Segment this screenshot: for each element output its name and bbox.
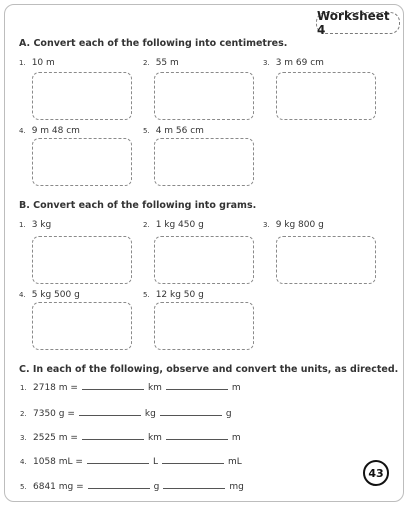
section-c-question-1: 1. 2718 m = km m — [20, 383, 241, 393]
worksheet-tag: Worksheet 4 — [316, 12, 400, 34]
page-number: 43 — [363, 460, 389, 486]
answer-box-b2[interactable] — [154, 236, 254, 284]
section-c-instruction: C. In each of the following, observe and convert the units, as directed. — [19, 364, 399, 375]
answer-box-a1[interactable] — [32, 72, 132, 120]
section-a-instruction: A. Convert each of the following into centimetres. — [19, 38, 288, 49]
answer-blank[interactable] — [87, 462, 149, 464]
answer-blank[interactable] — [162, 462, 224, 464]
section-b-question-1: 1. 3 kg — [19, 220, 52, 230]
answer-box-a3[interactable] — [276, 72, 376, 120]
answer-box-a2[interactable] — [154, 72, 254, 120]
section-a-question-3: 3. 3 m 69 cm — [263, 58, 324, 68]
section-a-question-5: 5. 4 m 56 cm — [143, 126, 204, 136]
section-b-question-2: 2. 1 kg 450 g — [143, 220, 204, 230]
section-b-question-5: 5. 12 kg 50 g — [143, 290, 204, 300]
section-a-question-4: 4. 9 m 48 cm — [19, 126, 80, 136]
answer-blank[interactable] — [82, 388, 144, 390]
answer-box-b4[interactable] — [32, 302, 132, 350]
answer-box-b5[interactable] — [154, 302, 254, 350]
answer-blank[interactable] — [79, 414, 141, 416]
section-c-question-5: 5. 6841 mg = g mg — [20, 482, 244, 492]
answer-box-b1[interactable] — [32, 236, 132, 284]
section-c-question-2: 2. 7350 g = kg g — [20, 409, 232, 419]
section-a-question-1: 1. 10 m — [19, 58, 55, 68]
section-c-question-3: 3. 2525 m = km m — [20, 433, 241, 443]
answer-box-a4[interactable] — [32, 138, 132, 186]
answer-blank[interactable] — [160, 414, 222, 416]
answer-box-b3[interactable] — [276, 236, 376, 284]
answer-blank[interactable] — [166, 388, 228, 390]
answer-blank[interactable] — [166, 438, 228, 440]
section-c-question-4: 4. 1058 mL = L mL — [20, 457, 242, 467]
section-b-instruction: B. Convert each of the following into grams. — [19, 200, 257, 211]
section-a-question-2: 2. 55 m — [143, 58, 179, 68]
answer-blank[interactable] — [88, 487, 150, 489]
section-b-question-3: 3. 9 kg 800 g — [263, 220, 324, 230]
answer-blank[interactable] — [82, 438, 144, 440]
section-b-question-4: 4. 5 kg 500 g — [19, 290, 80, 300]
answer-blank[interactable] — [163, 487, 225, 489]
answer-box-a5[interactable] — [154, 138, 254, 186]
